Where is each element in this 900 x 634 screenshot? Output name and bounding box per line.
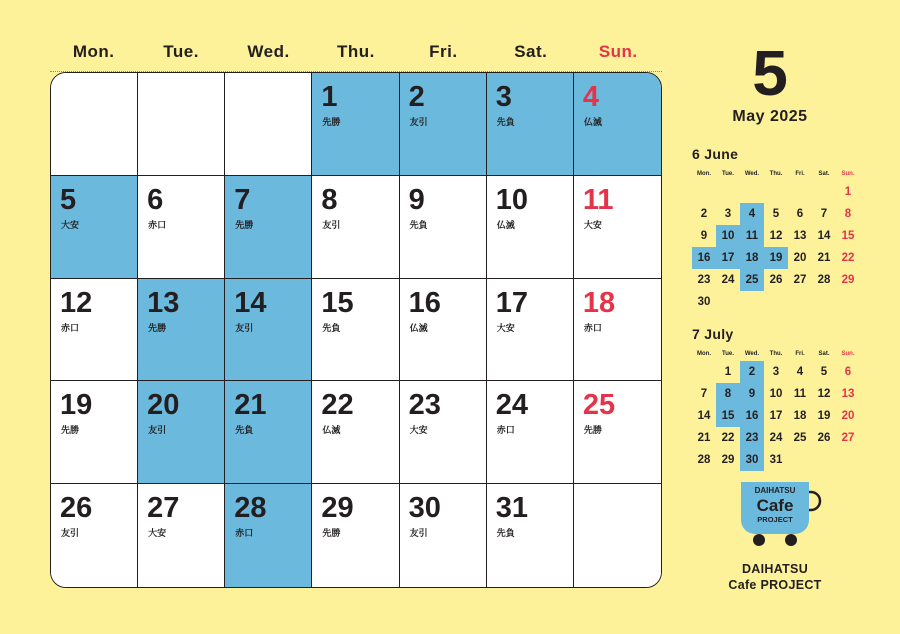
mini-day: 10	[769, 388, 783, 400]
mini-weekday-label: Sun.	[841, 171, 855, 177]
day-number: 30	[408, 492, 441, 525]
day-cell	[400, 381, 487, 484]
day-number: 1	[321, 81, 338, 113]
mini-day: 22	[721, 432, 735, 444]
day-number: 27	[147, 492, 180, 525]
mini-day: 26	[769, 274, 783, 286]
day-number: 22	[321, 389, 354, 422]
day-number: 4	[582, 81, 599, 113]
day-cell	[312, 73, 399, 176]
mini-day: 22	[841, 252, 855, 264]
mini-day: 17	[716, 247, 740, 269]
mini-day: 7	[700, 388, 708, 400]
day-cell	[225, 484, 312, 587]
rokuyo-label: 大安	[148, 528, 167, 539]
mini-calendar-june	[692, 146, 860, 313]
mini-day: 9	[740, 383, 764, 405]
day-cell	[574, 176, 661, 279]
day-cell	[487, 484, 574, 587]
rokuyo-label: 先負	[496, 528, 515, 539]
day-cell	[400, 279, 487, 382]
mini-day: 13	[793, 230, 807, 242]
mini-day: 27	[841, 432, 855, 444]
day-cell	[400, 73, 487, 176]
weekday-thu: Thu.	[337, 42, 375, 61]
mini-day: 21	[817, 252, 831, 264]
day-number: 15	[321, 286, 354, 319]
day-number: 3	[495, 81, 512, 113]
month-number: 5	[752, 37, 788, 109]
rokuyo-label: 赤口	[583, 322, 602, 333]
mini-weekday-label: Wed.	[744, 171, 760, 177]
mini-day: 14	[697, 410, 711, 422]
weekday-header	[50, 42, 662, 62]
mini-day: 19	[817, 410, 831, 422]
rokuyo-label: 友引	[322, 219, 341, 230]
day-number: 25	[582, 389, 616, 422]
mini-day: 2	[700, 208, 708, 220]
rokuyo-label: 友引	[61, 528, 80, 539]
day-cell	[312, 279, 399, 382]
weekday-sat: Sat.	[514, 42, 548, 61]
weekday-sun: Sun.	[598, 42, 638, 61]
rokuyo-label: 大安	[61, 219, 80, 230]
rokuyo-label: 赤口	[61, 322, 80, 333]
mini-day: 20	[841, 410, 855, 422]
day-number: 2	[408, 81, 425, 113]
mini-day: 11	[793, 388, 807, 400]
day-cell	[138, 381, 225, 484]
day-cell	[574, 73, 661, 176]
mini-day: 20	[793, 252, 807, 264]
empty-cell	[574, 484, 661, 587]
day-number: 28	[234, 492, 267, 525]
rokuyo-label: 仏滅	[583, 117, 602, 127]
day-cell	[400, 176, 487, 279]
empty-cell	[51, 73, 138, 176]
mini-calendar-title: 6 June	[692, 146, 739, 162]
mini-day: 3	[772, 366, 780, 378]
mini-day: 25	[740, 269, 764, 291]
rokuyo-label: 赤口	[496, 425, 515, 436]
rokuyo-label: 先負	[409, 219, 428, 230]
wheel-icon	[785, 534, 797, 546]
mini-day: 23	[740, 427, 764, 449]
mini-empty-cell	[764, 181, 788, 203]
weekday-mon: Mon.	[72, 42, 115, 61]
weekday-tue: Tue.	[163, 42, 199, 61]
mini-day: 12	[817, 388, 831, 400]
mini-day: 30	[697, 296, 711, 308]
mini-weekday-label: Sat.	[818, 171, 830, 177]
mini-weekday-label: Tue.	[722, 171, 734, 177]
rokuyo-label: 大安	[409, 425, 428, 436]
rokuyo-label: 先勝	[61, 425, 80, 436]
day-cell	[138, 176, 225, 279]
day-number: 29	[321, 492, 354, 525]
weekday-wed: Wed.	[247, 42, 290, 61]
day-number: 13	[147, 286, 180, 319]
day-number: 5	[60, 183, 77, 216]
mini-day: 19	[764, 247, 788, 269]
mini-weekday-label: Fri.	[795, 171, 805, 177]
day-cell	[138, 279, 225, 382]
day-number: 31	[495, 492, 528, 525]
rokuyo-label: 先負	[496, 117, 515, 127]
mini-day: 5	[772, 208, 780, 220]
day-cell	[225, 176, 312, 279]
mini-day: 24	[721, 274, 735, 286]
empty-cell	[225, 73, 312, 176]
month-year-label: May 2025	[732, 108, 808, 125]
mini-day: 16	[692, 247, 716, 269]
day-cell	[487, 279, 574, 382]
mini-day: 1	[844, 186, 852, 198]
month-grid	[50, 72, 662, 588]
day-number: 20	[147, 389, 180, 422]
mini-day: 30	[740, 449, 764, 471]
day-number: 17	[495, 286, 528, 319]
rokuyo-label: 先負	[322, 322, 341, 333]
day-number: 24	[495, 389, 528, 422]
mini-day: 17	[769, 410, 783, 422]
day-number: 9	[408, 183, 425, 216]
logo-cup-line2: Cafe	[756, 496, 794, 515]
wheel-icon	[753, 534, 765, 546]
day-number: 8	[321, 183, 338, 216]
mini-weekday-label: Fri.	[795, 351, 805, 357]
day-number: 14	[234, 286, 267, 319]
day-number: 26	[60, 492, 93, 525]
day-number: 18	[582, 286, 616, 319]
mini-empty-cell	[692, 181, 716, 203]
rokuyo-label: 先勝	[583, 425, 602, 436]
day-cell	[574, 279, 661, 382]
mini-empty-cell	[692, 361, 716, 383]
day-cell	[51, 381, 138, 484]
day-cell	[487, 381, 574, 484]
rokuyo-label: 赤口	[148, 219, 167, 230]
day-number: 7	[234, 183, 251, 216]
logo-name-line2: Cafe PROJECT	[728, 578, 822, 592]
mini-day: 24	[769, 432, 783, 444]
rokuyo-label: 友引	[409, 117, 428, 127]
day-cell	[487, 176, 574, 279]
day-cell	[225, 381, 312, 484]
day-number: 10	[495, 183, 528, 216]
mini-empty-cell	[812, 181, 836, 203]
mini-calendar-july	[692, 326, 860, 471]
mini-day: 8	[844, 208, 852, 220]
mini-empty-cell	[788, 181, 812, 203]
mini-weekday-label: Mon.	[697, 351, 711, 357]
mini-day: 18	[793, 410, 807, 422]
rokuyo-label: 大安	[583, 219, 602, 230]
empty-cell	[138, 73, 225, 176]
mini-empty-cell	[716, 181, 740, 203]
mini-weekday-label: Sun.	[841, 351, 855, 357]
mini-calendar-title: 7 July	[692, 326, 734, 342]
day-cell	[51, 484, 138, 587]
mini-weekday-label: Tue.	[722, 351, 734, 357]
mini-day: 9	[700, 230, 708, 242]
mini-day: 6	[844, 366, 852, 378]
mini-day: 6	[796, 208, 804, 220]
day-number: 23	[408, 389, 441, 422]
rokuyo-label: 友引	[148, 425, 167, 436]
day-cell	[51, 176, 138, 279]
day-number: 11	[582, 183, 614, 216]
logo-cup-line1: DAIHATSU	[754, 486, 796, 495]
weekday-fri: Fri.	[429, 42, 458, 61]
mini-weekday-label: Wed.	[744, 351, 760, 357]
rokuyo-label: 友引	[235, 322, 254, 333]
mini-day: 12	[769, 230, 783, 242]
mini-day: 5	[820, 366, 828, 378]
mini-day: 11	[740, 225, 764, 247]
mini-day: 8	[716, 383, 740, 405]
mini-day: 29	[721, 454, 735, 466]
mini-day: 4	[796, 366, 804, 378]
mini-day: 28	[697, 454, 711, 466]
cafe-cup-logo	[715, 478, 835, 548]
mini-day: 14	[817, 230, 831, 242]
mini-day: 28	[817, 274, 831, 286]
day-number: 16	[408, 286, 441, 319]
mini-day: 29	[841, 274, 855, 286]
mini-weekday-label: Sat.	[818, 351, 830, 357]
mini-day: 27	[793, 274, 807, 286]
day-cell	[138, 484, 225, 587]
rokuyo-label: 先勝	[322, 117, 341, 127]
rokuyo-label: 仏滅	[322, 425, 341, 436]
day-cell	[574, 381, 661, 484]
mini-weekday-label: Thu.	[769, 351, 783, 357]
mini-calendar-grid	[692, 169, 860, 313]
day-cell	[487, 73, 574, 176]
mini-day: 15	[716, 405, 740, 427]
mini-day: 23	[697, 274, 711, 286]
day-cell	[225, 279, 312, 382]
rokuyo-label: 先勝	[235, 219, 254, 230]
mini-day: 25	[793, 432, 807, 444]
mini-day: 1	[724, 366, 732, 378]
mini-day: 3	[724, 208, 732, 220]
mini-day: 4	[740, 203, 764, 225]
rokuyo-label: 先負	[235, 425, 254, 436]
mini-weekday-label: Mon.	[697, 171, 711, 177]
mini-weekday-label: Thu.	[769, 171, 783, 177]
day-cell	[51, 279, 138, 382]
mini-day: 2	[740, 361, 764, 383]
mini-day: 26	[817, 432, 831, 444]
rokuyo-label: 先勝	[148, 322, 167, 333]
day-number: 12	[60, 286, 93, 319]
mini-calendar-grid	[692, 349, 860, 471]
day-cell	[312, 176, 399, 279]
mini-day: 16	[740, 405, 764, 427]
rokuyo-label: 先勝	[322, 528, 341, 539]
day-cell	[312, 484, 399, 587]
logo-cup-line3: PROJECT	[757, 515, 793, 524]
mini-empty-cell	[740, 181, 764, 203]
mini-day: 13	[841, 388, 855, 400]
mini-day: 21	[697, 432, 711, 444]
day-cell	[312, 381, 399, 484]
mini-day: 18	[740, 247, 764, 269]
logo-name-line1: DAIHATSU	[741, 562, 809, 576]
rokuyo-label: 大安	[496, 322, 515, 333]
mini-day: 10	[716, 225, 740, 247]
mini-day: 31	[769, 454, 783, 466]
rokuyo-label: 友引	[409, 528, 428, 539]
logo-wordmark	[700, 561, 850, 593]
day-cell	[400, 484, 487, 587]
day-number: 21	[234, 389, 267, 422]
mini-day: 15	[841, 230, 855, 242]
day-number: 6	[147, 183, 164, 216]
rokuyo-label: 赤口	[235, 528, 254, 539]
rokuyo-label: 仏滅	[409, 322, 428, 333]
day-number: 19	[60, 389, 93, 422]
rokuyo-label: 仏滅	[496, 219, 515, 230]
mini-day: 7	[820, 208, 828, 220]
